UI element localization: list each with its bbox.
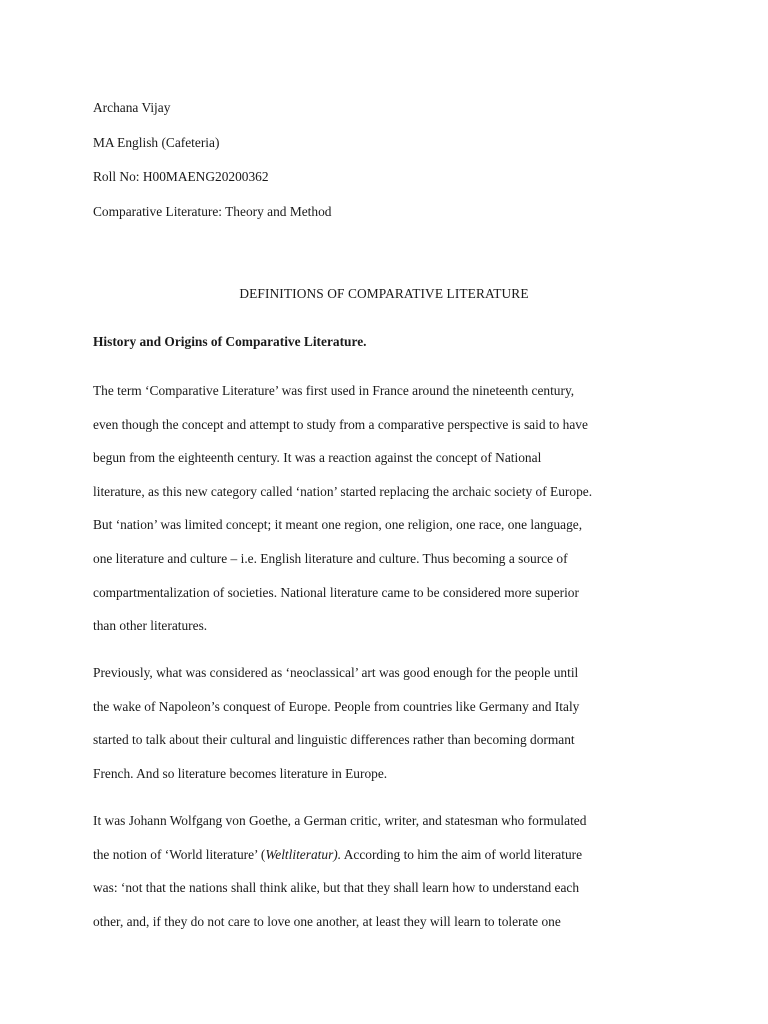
paragraph-line: begun from the eighteenth century. It was a reaction against the concept of National <box>93 450 542 466</box>
paragraph-line <box>93 846 693 880</box>
text-segment: According to him the aim of world literature <box>341 846 583 862</box>
document-title: DEFINITIONS OF COMPARATIVE LITERATURE <box>239 286 529 301</box>
paragraph-line: It was Johann Wolfgang von Goethe, a German critic, writer, and statesman who formulated <box>93 813 587 828</box>
paragraph <box>93 382 693 651</box>
italic-term: Weltliteratur). <box>265 846 342 862</box>
paragraph-line: the wake of Napoleon’s conquest of Europe. People from countries like Germany and Italy <box>93 698 580 714</box>
roll-number: Roll No: H00MAENG20200362 <box>93 169 269 184</box>
course-name: MA English (Cafeteria) <box>93 135 220 150</box>
paragraph-line: even though the concept and attempt to study from a comparative perspective is said to have <box>93 416 588 432</box>
paragraph-line: Previously, what was considered as ‘neoclassical’ art was good enough for the people until <box>93 665 579 680</box>
paragraph-line: compartmentalization of societies. National literature came to be considered more superior <box>93 584 579 600</box>
paragraph-line: than other literatures. <box>93 618 208 634</box>
paragraph-line: French. And so literature becomes literature in Europe. <box>93 765 388 781</box>
section-heading: History and Origins of Comparative Literature. <box>93 334 367 349</box>
paragraph-line: literature, as this new category called ‘nation’ started replacing the archaic society of Europe. <box>93 483 593 499</box>
paragraph <box>93 812 693 946</box>
paragraph-line: The term ‘Comparative Literature’ was first used in France around the nineteenth century, <box>93 383 575 398</box>
paragraph-line: other, and, if they do not care to love one another, at least they will learn to tolerate one <box>93 913 561 929</box>
paragraph-line: But ‘nation’ was limited concept; it meant one region, one religion, one race, one language, <box>93 517 583 533</box>
paragraph-line: started to talk about their cultural and linguistic differences rather than becoming dormant <box>93 732 575 748</box>
paragraph-line: was: ‘not that the nations shall think alike, but that they shall learn how to understand each <box>93 880 580 896</box>
paragraph <box>93 664 693 798</box>
text-segment: the notion of ‘World literature’ ( <box>93 846 266 862</box>
paragraph-line: one literature and culture – i.e. English literature and culture. Thus becoming a source of <box>93 550 568 566</box>
paper-title: Comparative Literature: Theory and Method <box>93 204 332 219</box>
author-name: Archana Vijay <box>93 100 171 115</box>
